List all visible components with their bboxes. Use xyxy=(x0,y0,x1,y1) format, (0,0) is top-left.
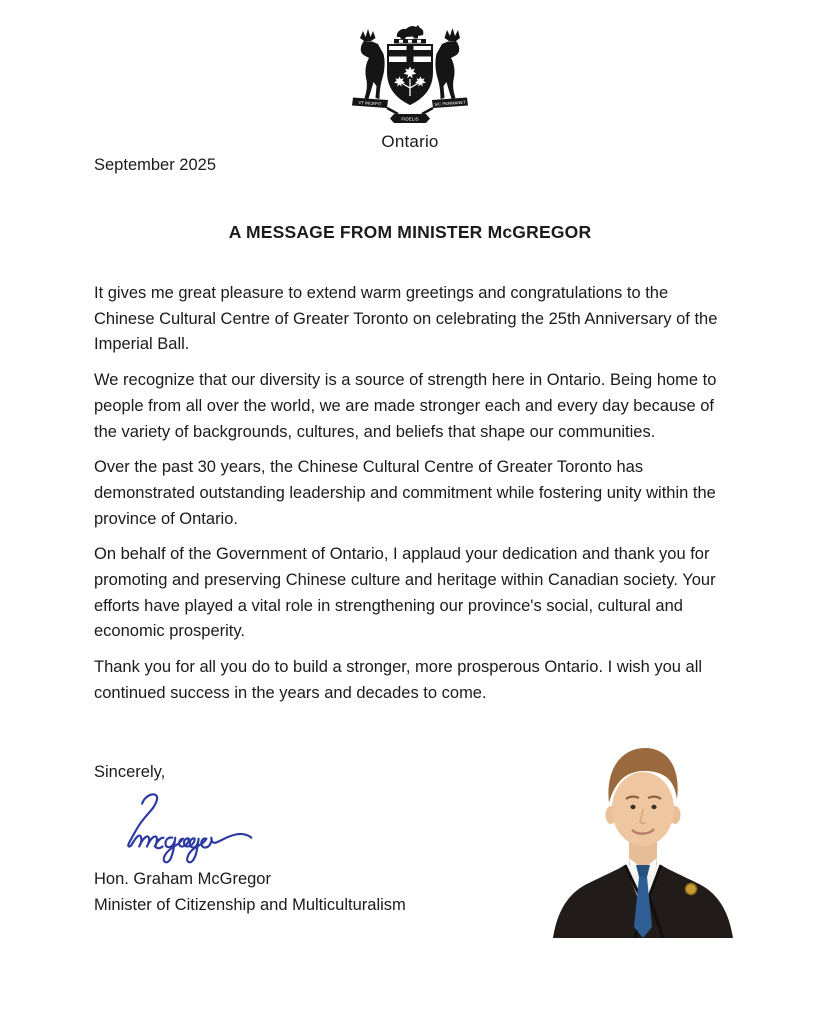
letter-heading: A MESSAGE FROM MINISTER McGREGOR xyxy=(228,222,592,242)
paragraph: We recognize that our diversity is a source of strength here in Ontario. Being home to people from all over the world, we are made stronger each and every day because of the variety of backgrounds, cultures, and beliefs that shape our communities. xyxy=(94,371,717,441)
ontario-wordmark: Ontario xyxy=(381,132,439,151)
letter-body xyxy=(94,281,730,717)
minister-photo xyxy=(545,737,741,938)
closing-salutation: Sincerely, xyxy=(94,763,166,781)
crest-motto-left: VT INCEPIT xyxy=(358,99,382,107)
paragraph: Over the past 30 years, the Chinese Cultural Centre of Greater Toronto has demonstrated outstanding leadership and commitment while fostering unity within the province of Ontario. xyxy=(94,458,716,528)
lapel-pin-icon xyxy=(686,884,697,895)
ontario-coat-of-arms-icon xyxy=(350,24,470,132)
paragraph: It gives me great pleasure to extend warm greetings and congratulations to the Chinese Cultural Centre of Greater Toronto on celebrating the 25th Anniversary of the Imperial Ball. xyxy=(94,284,718,354)
paragraph: Thank you for all you do to build a stronger, more prosperous Ontario. I wish you all continued success in the years and decades to come. xyxy=(94,658,703,702)
crest-motto-right: SIC PERMANET xyxy=(434,99,466,107)
signature-block xyxy=(94,866,406,918)
crest-motto-bottom: FIDELIS xyxy=(401,116,419,122)
signatory-name: Hon. Graham McGregor xyxy=(94,870,271,888)
signature xyxy=(100,788,268,864)
letter-date: September 2025 xyxy=(94,156,217,174)
paragraph: On behalf of the Government of Ontario, I applaud your dedication and thank you for promoting and preserving Chinese culture and heritage within Canadian society. Your efforts have played a vital role in strengthening our province's social, cultural and economic prosperity. xyxy=(94,545,716,641)
letterhead xyxy=(0,24,820,152)
signatory-title: Minister of Citizenship and Multiculturalism xyxy=(94,896,406,914)
